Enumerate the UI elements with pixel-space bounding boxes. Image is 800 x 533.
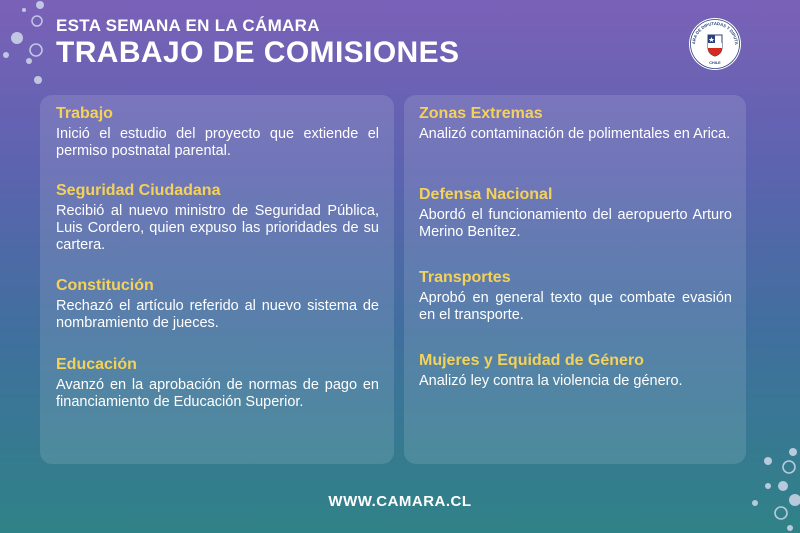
commission-heading: Educación <box>56 356 137 373</box>
commission-item-transportes <box>419 268 732 324</box>
commission-text: Recibió al nuevo ministro de Seguridad Pública, Luis Cordero, quien expuso las prioridades de su cartera. <box>56 203 379 253</box>
commission-item-zonas <box>419 104 732 143</box>
commission-heading: Trabajo <box>56 105 113 122</box>
footer-url-link[interactable]: WWW.CAMARA.CL <box>328 493 472 510</box>
commission-heading: Constitución <box>56 277 154 294</box>
commission-text: Inició el estudio del proyecto que extiende el permiso postnatal parental. <box>56 126 379 159</box>
commission-heading: Defensa Nacional <box>419 186 553 203</box>
left-panel <box>40 95 394 464</box>
commission-text: Analizó contaminación de polimentales en Arica. <box>419 126 731 142</box>
commission-item-seguridad <box>56 181 379 254</box>
commission-heading: Mujeres y Equidad de Género <box>419 352 644 369</box>
commission-heading: Seguridad Ciudadana <box>56 182 221 199</box>
commission-text: Aprobó en general texto que combate evasión en el transporte. <box>419 290 732 323</box>
right-panel <box>404 95 746 464</box>
commission-item-defensa <box>419 185 732 241</box>
commission-item-educacion <box>56 355 379 411</box>
commission-heading: Transportes <box>419 269 511 286</box>
chamber-emblem-icon <box>688 17 742 71</box>
page-title: TRABAJO DE COMISIONES <box>56 36 460 69</box>
commission-text: Analizó ley contra la violencia de género. <box>419 373 683 389</box>
commission-heading: Zonas Extremas <box>419 105 543 122</box>
logo-ring-text: ARA DE DIPUTADAS Y DIPUTA <box>690 20 740 45</box>
logo-bottom-text: CHILE <box>709 61 721 65</box>
commission-item-constitucion <box>56 276 379 332</box>
commission-item-trabajo <box>56 104 379 160</box>
commission-text: Avanzó en la aprobación de normas de pago en financiamiento de Educación Superior. <box>56 377 379 410</box>
commission-item-mujeres <box>419 351 732 390</box>
commission-text: Abordó el funcionamiento del aeropuerto Arturo Merino Benítez. <box>419 207 732 240</box>
header-kicker: ESTA SEMANA EN LA CÁMARA <box>56 16 320 35</box>
commission-text: Rechazó el artículo referido al nuevo sistema de nombramiento de jueces. <box>56 298 379 331</box>
